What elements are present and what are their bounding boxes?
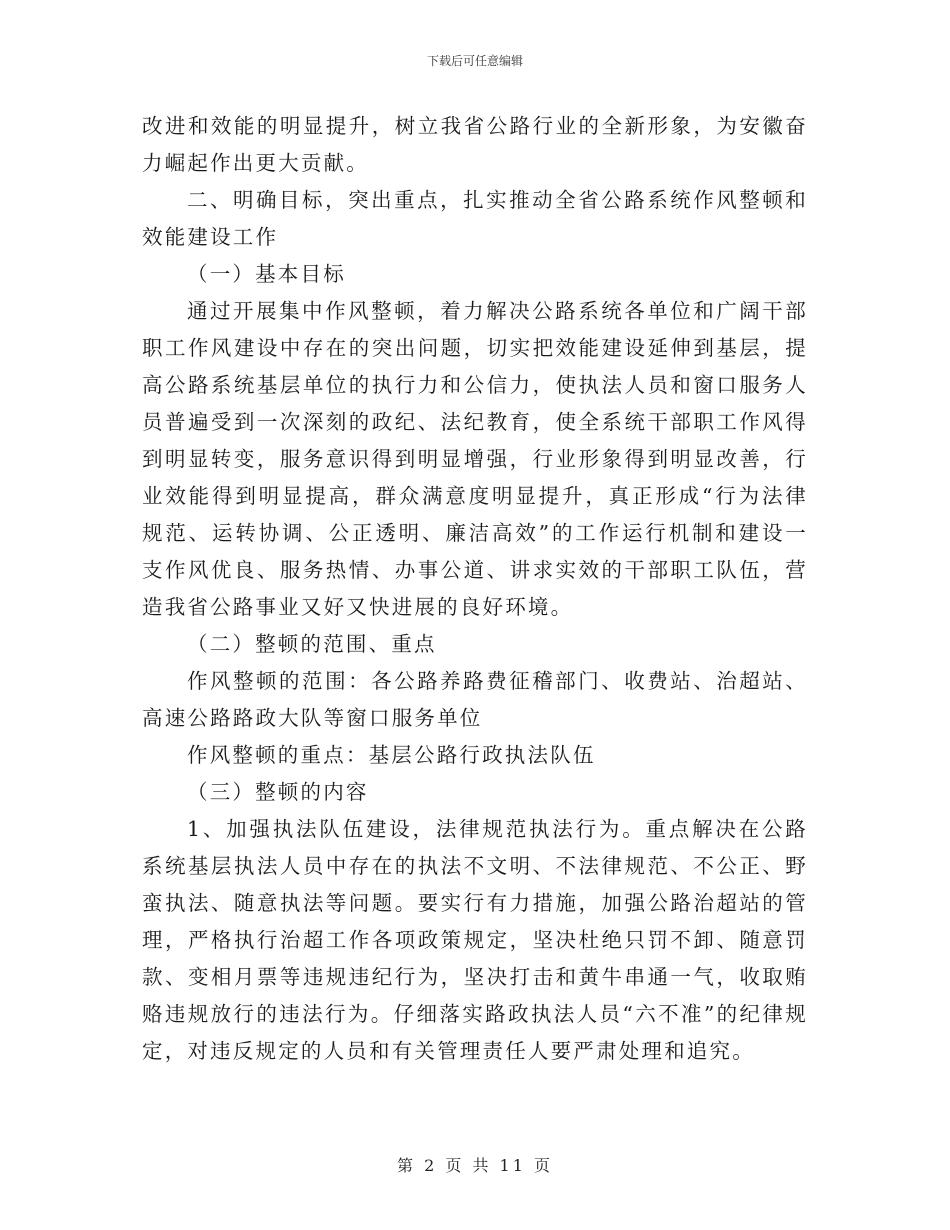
paragraph-scope: 作风整顿的范围：各公路养路费征稽部门、收费站、治超站、高速公路路政大队等窗口服务单位 xyxy=(142,669,808,730)
subheading-basic-goals: （一）基本目标 xyxy=(187,262,346,286)
page-header-note: 下载后可任意编辑 xyxy=(426,54,523,68)
paragraph-basic-goals: 通过开展集中作风整顿，着力解决公路系统各单位和广阔干部职工作风建设中存在的突出问题，切实把效能建设延伸到基层，提高公路系统基层单位的执行力和公信力，使执法人员和窗口服务人员普遍受到一次深刻的政纪、法纪教育，使全系统干部职工作风得到明显转变，服务意识得到明显增强，行业形象得到明显改善，行业效能得到明显提高，群众满意度明显提升，真正形成“行为法律规范、运转协调、公正透明、廉洁高效”的工作运行机制和建设一支作风优良、服务热情、办事公道、讲求实效的干部职工队伍，营造我省公路事业又好又快进展的良好环境。 xyxy=(142,299,808,619)
paragraph-focus: 作风整顿的重点：基层公路行政执法队伍 xyxy=(187,743,596,767)
paragraph-1: 改进和效能的明显提升，树立我省公路行业的全新形象，为安徽奋力崛起作出更大贡献。 xyxy=(142,114,808,175)
paragraph-item-1: 1、加强执法队伍建设，法律规范执法行为。重点解决在公路系统基层执法人员中存在的执法不文明、不法律规范、不公正、野蛮执法、随意执法等问题。要实行有力措施，加强公路治超站的管理，严格执行治超工作各项政策规定，坚决杜绝只罚不卸、随意罚款、变相月票等违规违纪行为，坚决打击和黄牛串通一气，收取贿赂违规放行的违法行为。仔细落实路政执法人员“六不准”的纪律规定，对违反规定的人员和有关管理责任人要严肃处理和追究。 xyxy=(142,817,808,1063)
subheading-scope: （二）整顿的范围、重点 xyxy=(187,632,437,656)
page-number-footer: 第 2 页 共 11 页 xyxy=(397,1156,553,1175)
document-body xyxy=(142,108,808,1070)
subheading-content: （三）整顿的内容 xyxy=(187,780,369,804)
section-heading-2: 二、明确目标，突出重点，扎实推动全省公路系统作风整顿和效能建设工作 xyxy=(142,188,808,249)
